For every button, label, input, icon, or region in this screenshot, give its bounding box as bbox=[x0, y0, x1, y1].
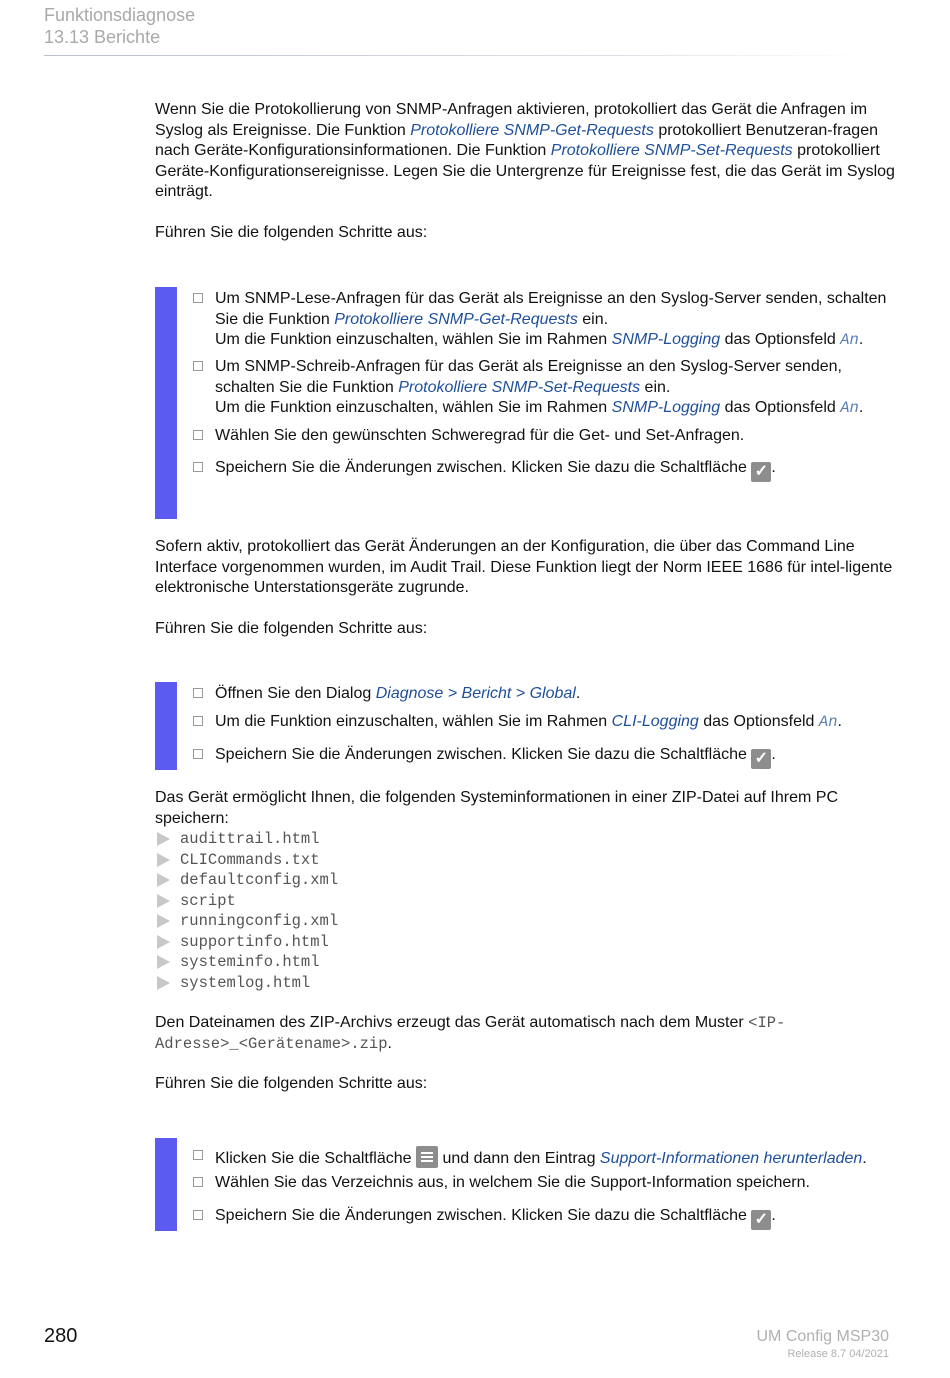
checkbox-icon bbox=[193, 688, 203, 698]
page-number: 280 bbox=[44, 1325, 78, 1347]
header-divider bbox=[44, 55, 864, 56]
filename-pattern: <IP- bbox=[748, 1014, 786, 1032]
steps-intro: Führen Sie die folgenden Schritte aus: bbox=[155, 1075, 428, 1092]
triangle-bullet-icon bbox=[157, 873, 170, 887]
instruction-bar bbox=[155, 682, 177, 770]
section-title: 13.13 Berichte bbox=[44, 27, 161, 47]
hamburger-menu-icon[interactable] bbox=[416, 1146, 438, 1168]
audit-trail-paragraph: Sofern aktiv, protokolliert das Gerät Änderungen an der Konfiguration, die über das Command Line Interface vorgenommen wurden, im Audit Trail. Diese Funktion liegt der Norm IEEE 1686 für intel-ligente elektronische Unterstationsgeräte zugrunde. bbox=[155, 538, 893, 596]
frame-name: SNMP-Logging bbox=[611, 331, 721, 348]
steps-intro: Führen Sie die folgenden Schritte aus: bbox=[155, 224, 428, 241]
intro-paragraph: Wenn Sie die Protokollierung von SNMP-Anfragen aktivieren, protokolliert das Gerät die Anfragen im Syslog als Ereignisse. Die Funktion Protokolliere SNMP-Get-Requests protokolliert Benutzeran-fragen nach Geräte-Konfigurationsinformationen. Die Funktion Protokolliere SNMP-Set-Requests protokolliert Geräte-Konfigurationsereignisse. Legen Sie die Untergrenze für Ereignisse fest, die das Gerät im Syslog einträgt. bbox=[155, 101, 895, 200]
checkbox-icon bbox=[193, 1150, 203, 1160]
triangle-bullet-icon bbox=[157, 935, 170, 949]
function-link-set-requests[interactable]: Protokolliere SNMP-Set-Requests bbox=[550, 142, 793, 159]
triangle-bullet-icon bbox=[157, 894, 170, 908]
checkbox-icon bbox=[193, 716, 203, 726]
page-header bbox=[44, 4, 195, 48]
checkbox-icon bbox=[193, 1177, 203, 1187]
zip-info-paragraph: Das Gerät ermöglicht Ihnen, die folgenden Systeminformationen in einer ZIP-Datei auf Ihrem PC speichern: bbox=[155, 789, 838, 827]
steps-intro: Führen Sie die folgenden Schritte aus: bbox=[155, 620, 428, 637]
option-value: An bbox=[818, 713, 838, 731]
dialog-path-link[interactable]: Diagnose > Bericht > Global bbox=[375, 685, 576, 702]
checkbox-icon bbox=[193, 749, 203, 759]
checkbox-icon bbox=[193, 462, 203, 472]
checkbox-icon bbox=[193, 361, 203, 371]
function-link-get-requests[interactable]: Protokolliere SNMP-Get-Requests bbox=[334, 310, 578, 328]
triangle-bullet-icon bbox=[157, 955, 170, 969]
checkmark-icon[interactable]: ✓ bbox=[751, 749, 771, 769]
zip-name-paragraph: Den Dateinamen des ZIP-Archivs erzeugt das Gerät automatisch nach dem Muster <IP- Adresse>_<Gerätename>.zip. bbox=[155, 1014, 786, 1053]
triangle-bullet-icon bbox=[157, 914, 170, 928]
filename-pattern: Adresse>_<Gerätename>.zip bbox=[155, 1034, 388, 1053]
release-info: Release 8.7 04/2021 bbox=[787, 1348, 889, 1360]
checkmark-icon[interactable]: ✓ bbox=[751, 1210, 771, 1230]
triangle-bullet-icon bbox=[157, 976, 170, 990]
checkbox-icon bbox=[193, 293, 203, 303]
function-link-get-requests[interactable]: Protokolliere SNMP-Get-Requests bbox=[410, 121, 654, 139]
option-value: An bbox=[840, 399, 859, 417]
checkmark-icon[interactable]: ✓ bbox=[751, 462, 771, 482]
checkbox-icon bbox=[193, 1210, 203, 1220]
instruction-bar bbox=[155, 1138, 177, 1231]
instruction-bar bbox=[155, 287, 177, 519]
function-link-set-requests[interactable]: Protokolliere SNMP-Set-Requests bbox=[398, 378, 641, 396]
checkbox-icon bbox=[193, 430, 203, 440]
triangle-bullet-icon bbox=[157, 832, 170, 846]
frame-name: CLI-Logging bbox=[611, 713, 699, 730]
triangle-bullet-icon bbox=[157, 853, 170, 867]
document-name: UM Config MSP30 bbox=[756, 1328, 889, 1345]
support-download-link[interactable]: Support-Informationen herunterladen bbox=[599, 1150, 863, 1167]
chapter-title: Funktionsdiagnose bbox=[44, 5, 196, 25]
option-value: An bbox=[840, 331, 859, 349]
frame-name: SNMP-Logging bbox=[611, 399, 721, 416]
